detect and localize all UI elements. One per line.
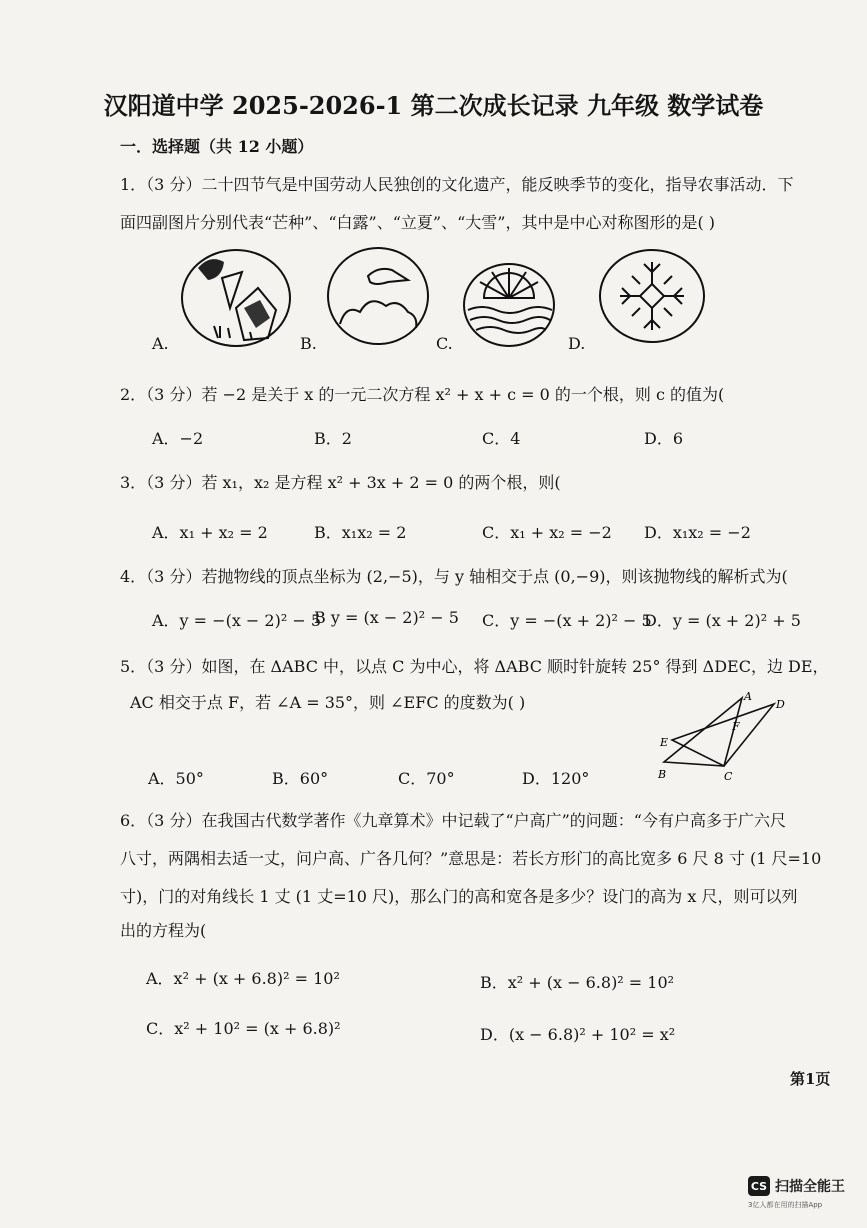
q6-option-c: C．x² + 10² = (x + 6.8)² [146,1019,341,1038]
q5-triangle-figure [652,690,802,786]
q6-line1: 6．（3 分）在我国古代数学著作《九章算术》中记载了“户高广”的问题：“今有户高多于广六尺 [120,811,786,830]
q6-option-d: D．(x − 6.8)² + 10² = x² [480,1025,676,1044]
q2-option-d: D．6 [644,429,684,448]
q6-line3: 寸)，门的对角线长 1 丈 (1 丈=10 尺)，那么门的高和宽各是多少？设门的高为 x 尺，则可以列 [120,887,798,906]
q1-line2: 面四副图片分别代表“芒种”、“白露”、“立夏”、“大雪”，其中是中心对称图形的是( ) [120,213,716,232]
q4-option-d: D．y = (x + 2)² + 5 [644,611,801,630]
q2-option-c: C．4 [482,429,521,448]
q6-line2: 八寸，两隅相去适一丈，问户高、广各几何？”意思是：若长方形门的高比宽多 6 尺 8 寸 (1 尺=10 [120,849,822,868]
q5-option-a: A．50° [148,769,204,788]
fig-label-a: A [744,690,752,703]
q4-option-b: B y = (x − 2)² − 5 [314,608,459,627]
fig-label-d: D [776,698,785,711]
scanner-tagline: 3亿人都在用的扫描App [748,1201,823,1209]
figure-a-mangzhong [180,248,292,348]
q3-option-d: D．x₁x₂ = −2 [644,523,751,542]
q1-label-b: B. [300,334,317,353]
figure-b-bailu [326,246,430,346]
figure-c-lixia [462,262,556,348]
q1-label-d: D. [568,334,586,353]
q1-label-a: A. [152,334,169,353]
q5-option-c: C．70° [398,769,455,788]
q2-option-a: A．−2 [152,429,204,448]
q3-stem: 3．（3 分）若 x₁，x₂ 是方程 x² + 3x + 2 = 0 的两个根，则( [120,473,561,492]
figure-d-daxue [598,248,706,344]
q4-option-c: C．y = −(x + 2)² − 5 [482,611,652,630]
fig-label-e: E [660,736,669,749]
q5-line2: AC 相交于点 F，若 ∠A = 35°，则 ∠EFC 的度数为( ) [130,693,526,712]
q3-option-a: A．x₁ + x₂ = 2 [152,523,268,542]
q5-line1: 5．（3 分）如图，在 ΔABC 中，以点 C 为中心，将 ΔABC 顺时针旋转 25° 得到 ΔDEC，边 DE， [120,657,829,676]
q5-option-b: B．60° [272,769,329,788]
q3-option-c: C．x₁ + x₂ = −2 [482,523,612,542]
q4-option-a: A．y = −(x − 2)² − 5 [152,611,322,630]
fig-label-b: B [658,768,667,781]
scanner-logo-icon: CS [748,1176,770,1196]
q6-option-b: B．x² + (x − 6.8)² = 10² [480,973,675,992]
page-number: 第1页 [790,1070,831,1088]
q1-label-c: C. [436,334,453,353]
scanner-app-name: 扫描全能王 [775,1179,845,1195]
section-heading: 一．选择题（共 12 小题） [120,137,314,156]
scanner-watermark [748,1176,845,1196]
q5-option-d: D．120° [522,769,590,788]
q2-stem: 2．（3 分）若 −2 是关于 x 的一元二次方程 x² + x + c = 0 的一个根，则 c 的值为( [120,385,725,404]
fig-label-c: C [724,770,733,783]
exam-title: 汉阳道中学 2025-2026-1 第二次成长记录 九年级 数学试卷 [103,91,764,120]
q6-option-a: A．x² + (x + 6.8)² = 10² [146,969,340,988]
q2-option-b: B．2 [314,429,352,448]
q3-option-b: B．x₁x₂ = 2 [314,523,407,542]
fig-label-f: F [732,720,740,733]
q4-stem: 4．（3 分）若抛物线的顶点坐标为 (2,−5)，与 y 轴相交于点 (0,−9)，则该抛物线的解析式为( [120,567,788,586]
q1-line1: 1．（3 分）二十四节气是中国劳动人民独创的文化遗产，能反映季节的变化，指导农事活动．下 [120,175,794,194]
q6-line4: 出的方程为( [120,921,207,940]
